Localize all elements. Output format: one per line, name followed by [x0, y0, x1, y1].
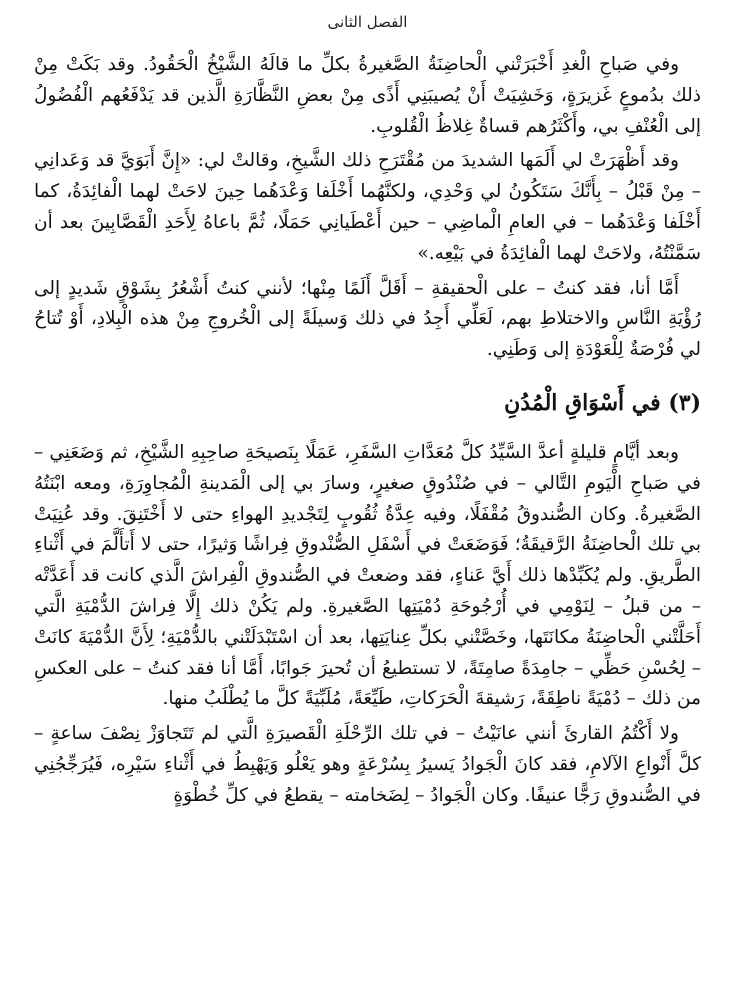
- chapter-running-header: الفصل الثانى: [327, 13, 408, 31]
- section-number: (٣): [668, 389, 701, 416]
- section-heading: [34, 386, 701, 420]
- body-text: [34, 50, 701, 812]
- paragraph: ولا أَكْتُمُ القارئَ أنني عانَيْتُ – في تلك الرِّحْلَةِ الْقَصيرَةِ الَّتي لم تَتَجاوَزْ نِصْفَ ساعةٍ – كلَّ أَنْواعِ الآلامِ، فقد كانَ الْجَوادُ يَسيرُ بِسُرْعَةٍ وهو يَعْلُو وَيَهْبِطُ في أَثْناءِ سَيْرِه، فَيُرَجِّجُنِي في الصُّندوقِ رَجًّا عنيفًا. وكان الْجَوادُ – لِضَخامته – يقطعُ في كلِّ خُطْوَةٍ: [34, 723, 701, 806]
- paragraph: وبعد أيَّامٍ قليلةٍ أعدَّ السَّيِّدُ كلَّ مُعَدَّاتِ السَّفَرِ، عَمَلًا بِنَصيحَةِ صاحِبِهِ الشَّيْخِ، ثم وَضَعَنِي – في صَباحِ الْيَومِ التَّالي – في صُنْدُوقٍ صغيرٍ، وسارَ بي إلى الْمَدينةِ الْمُجاوِرَةِ، ومعه ابْنَتُهُ الصَّغيرةُ. وكان الصُّندوقُ مُقْفَلًا، وفيه عِدَّةُ ثُقُوبٍ لِتَجْديدِ الهواءِ حتى لا أَخْتَنِقَ. وقد عُنِيَتْ بي تلك الْحاضِنَةُ الرَّقيقَةُ؛ فَوَضَعَتْ في أَسْفَلِ الصُّنْدوقِ فِراشًا وَثيرًا، حتى لا أَتأَلَّمَ في أَثْناءِ الطَّريقِ. ولم يُكَبِّدْها ذلك أَيَّ عَناءٍ، فقد وضعتْ في الصُّندوقِ الْفِراشَ الَّذي كانت قد أَعَدَّتْه – من قبلُ – لِنَوْمِي في أُرْجُوحَةِ دُمْيَتِها الصَّغيرةِ. ولم يَكُنْ ذلك إِلَّا فِراشَ الدُّمْيَةِ الَّتي أَحَلَّتْني الْحاضِنَةُ مكانَتَها، وخَصَّتْني بكلِّ عِنايَتِها، بعد أن اسْتَبْدَلَتْني بالدُّمْيَةِ؛ لِأَنَّ الدُّمْيَةَ كانَتْ – لِحُسْنِ حَظِّي – جامِدَةً صامِتَةً، لا تستطيعُ أن تُحيرَ جَوابًا، أَمَّا أنا فقد كنتُ – على العكسِ من ذلك – دُمْيَةً ناطِقَةً، رَشيقةَ الْحَرَكاتِ، طَيِّعَةً، مُلَبِّيَةً كلَّ ما يُطْلَبُ منها.: [34, 441, 701, 710]
- paragraph: وفي صَباحِ الْغدِ أَخْبَرَتْني الْحاضِنَةُ الصَّغيرةُ بكلِّ ما قالَهُ الشَّيْخُ الْحَقُودُ. وقد بَكَتْ مِنْ ذلك بدُموعٍ غَزيرَةٍ، وَخَشِيَتْ أَنْ يُصيبَنِي أَذًى مِنْ بعضِ النَّظَّارَةِ الَّذين قد يَدْفَعُهم الْفُضُولُ إلى الْعُنْفِ بي، وأَكْثَرُهم قساةٌ غِلاظُ الْقُلوبِ.: [34, 54, 701, 137]
- paragraph: أَمَّا أنا، فقد كنتُ – على الْحقيقةِ – أَقَلَّ أَلَمًا مِنْها؛ لأنني كنتُ أَشْعُرُ بِشَوْقٍ شَديدٍ إلى رُؤْيَةِ النَّاسِ والاختلاطِ بهم، لَعَلِّي أَجِدُ في ذلك وَسيلَةً إلى الْخُروجِ مِنْ هذه الْبِلادِ، أَوْ تُتاحُ لي فُرْصَةٌ لِلْعَوْدَةِ إلى وَطَنِي.: [34, 277, 701, 361]
- paragraph: وقد أَظْهَرَتْ لي أَلَمَها الشديدَ من مُقْتَرَحِ ذلك الشَّيخِ، وقالتْ لي: «إِنَّ أَبَوَيَّ قد وَعَدانِي – مِنْ قَبْلُ – بِأَنَّكَ سَتَكُونُ لي وَحْدِي، ولكنَّهُما أَخْلَفا وَعْدَهُما حِينَ لاحَتْ لهما الْفائِدَةُ، كما أَخْلَفا وَعْدَهُما – في العامِ الْماضِي – حين أَعْطَيانِي حَمَلًا، ثُمَّ باعاهُ لِأَحَدِ الْقَصَّابِينَ بعد أن سَمَّنْتُهُ، ولاحَتْ لهما الْفائِدَةُ في بَيْعِه.»: [34, 150, 701, 264]
- section-title: في أَسْوَاقِ الْمُدُنِ: [504, 389, 661, 416]
